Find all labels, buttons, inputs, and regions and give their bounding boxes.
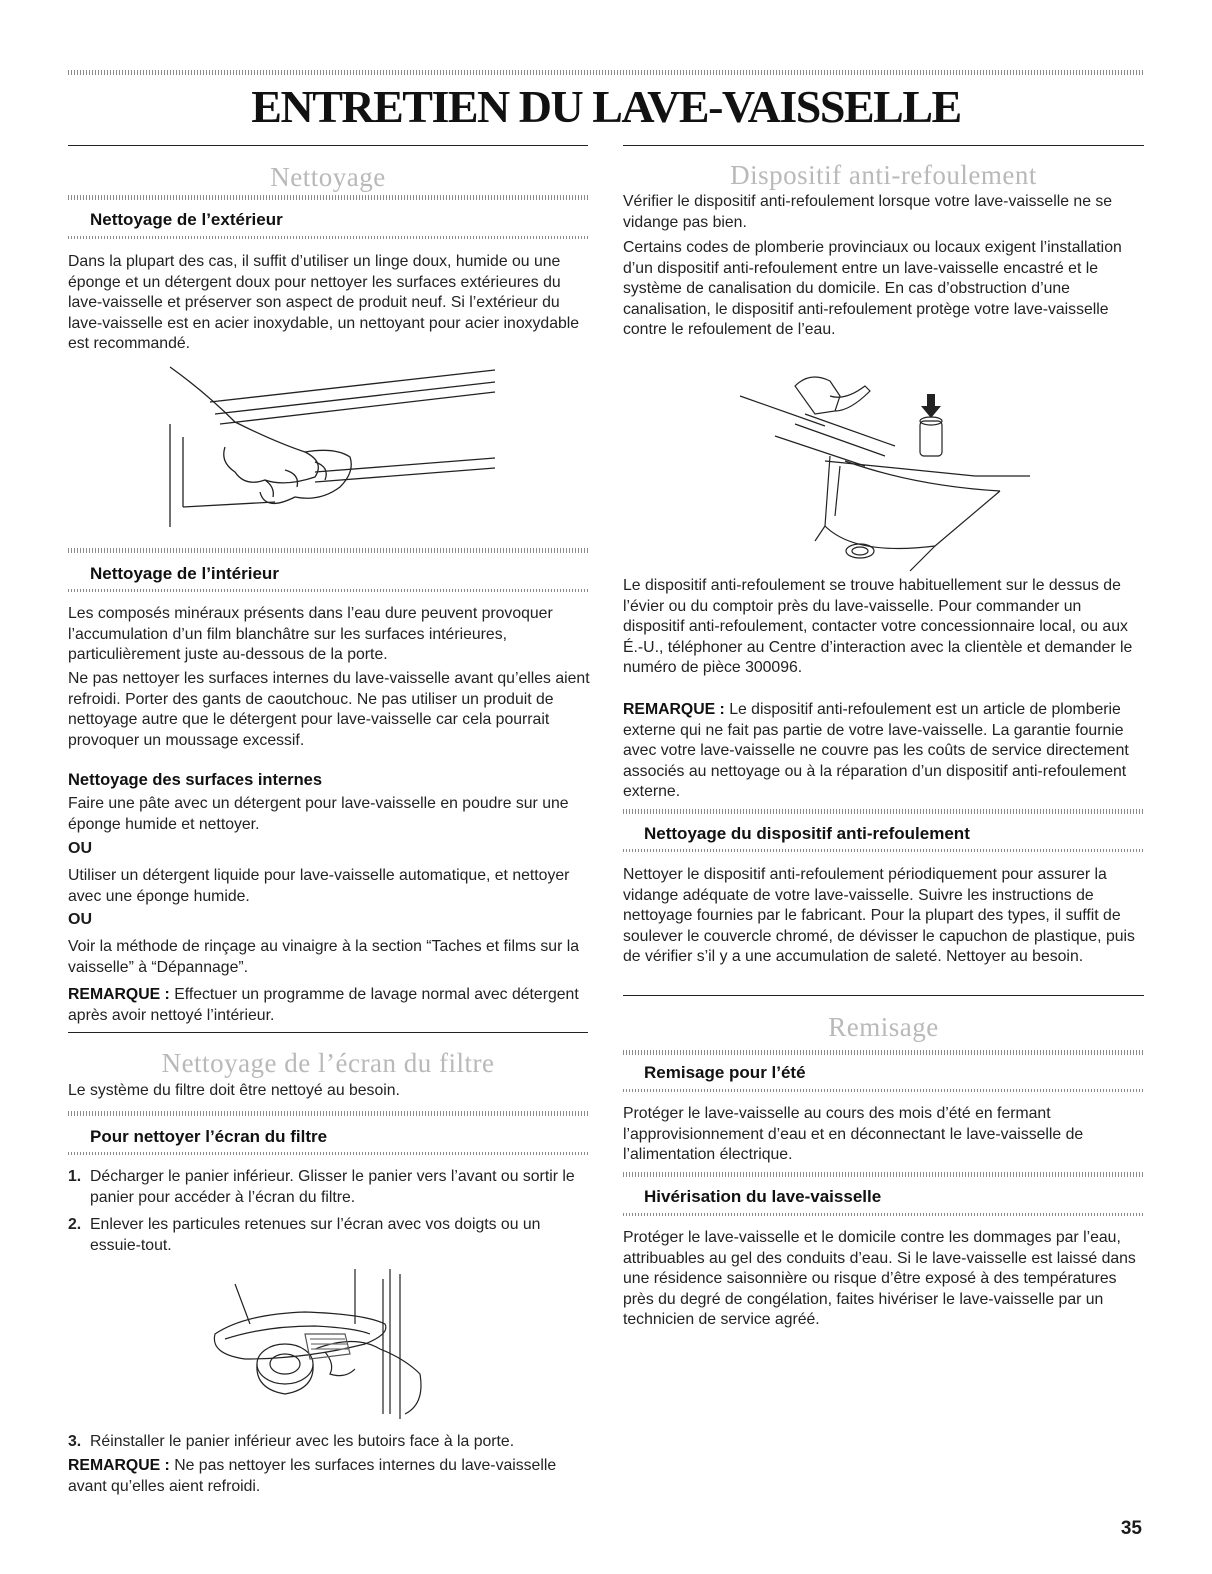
divider (623, 1089, 1144, 1092)
paragraph-hiver: Protéger le lave-vaisselle et le domicile contre les dommages par l’eau, attribuables au gel des conduits d’eau. Si le lave-vaisselle est laissé dans une résidence saisonnière ou risque d’être exposé à des températures près du degré de congélation, faites hivériser le lave-vaisselle par un technicien de service agréé. (623, 1229, 1136, 1328)
subheading-filtre: Pour nettoyer l’écran du filtre (90, 1127, 328, 1146)
paragraph-ete: Protéger le lave-vaisselle au cours des mois d’été en fermant l’approvisionnement d’eau et en déconnectant le lave-vaisselle de l’alimentation électrique. (623, 1105, 1084, 1163)
paragraph-interieur-2: Ne pas nettoyer les surfaces internes du lave-vaisselle avant qu’elles aient refroidi. Porter des gants de caoutchouc. Ne pas utiliser un produit de nettoyage autre que le détergent pour lave-vaisselle car cela pourrait provoquer un moussage excessif. (68, 670, 590, 749)
remarque-text: Le dispositif anti-refoulement est un article de plomberie externe qui ne fait pas partie de votre lave-vaisselle. La garantie fournie avec votre lave-vaisselle ne couvre pas les coûts de service directement associés au nettoyage ou à la réparation d’un dispositif anti-refoulement externe. (623, 701, 1129, 800)
step-3 (68, 1432, 590, 1453)
filter-screen-illustration (205, 1264, 435, 1424)
paragraph-filtre-intro: Le système du filtre doit être nettoyé au besoin. (68, 1082, 400, 1099)
paragraph-dispositif-1: Vérifier le dispositif anti-refoulement lorsque votre lave-vaisselle ne se vidange pas bien. (623, 193, 1113, 231)
remarque-text: Ne pas nettoyer les surfaces internes du lave-vaisselle avant qu’elles aient refroidi. (68, 1457, 557, 1495)
section-title-nettoyage: Nettoyage (270, 162, 386, 192)
subheading-surfaces-internes: Nettoyage des surfaces internes (68, 771, 323, 789)
paragraph-nettoyage-dispositif: Nettoyer le dispositif anti-refoulement périodiquement pour assurer la vidange adéquate de votre lave-vaisselle. Suivre les instructions de nettoyage fournies par le fabricant. Pour la plupart des types, il suffit de soulever le couvercle chromé, de dévisser le capuchon de plastique, puis de vérifier s’il y a une accumulation de saleté. Nettoyer au besoin. (623, 866, 1135, 965)
remarque-text: Effectuer un programme de lavage normal avec détergent après avoir nettoyé l’intérieur. (68, 986, 579, 1024)
ou-label: OU (68, 840, 92, 857)
paragraph-exterieur: Dans la plupart des cas, il suffit d’utiliser un linge doux, humide ou une éponge et un détergent doux pour nettoyer les surfaces extérieures du lave-vaisselle et préserver son aspect de produit neuf. Si l’extérieur du lave-vaisselle est en acier inoxydable, un nettoyant pour acier inoxydable est recommandé. (68, 253, 580, 352)
ou-label: OU (68, 911, 92, 928)
subheading-nettoyage-dispositif: Nettoyage du dispositif anti-refoulement (644, 824, 970, 843)
divider (623, 1172, 1144, 1177)
paragraph-interieur-1: Les composés minéraux présents dans l’eau dure peuvent provoquer l’accumulation d’un film blanchâtre sur les surfaces intérieures, particulièrement juste au-dessous de la porte. (68, 605, 553, 663)
remarque-label: REMARQUE : (623, 701, 725, 718)
air-gap-sink-illustration (735, 366, 1035, 576)
remarque-label: REMARQUE : (68, 986, 170, 1003)
step-2 (68, 1215, 590, 1257)
page-title: ENTRETIEN DU LAVE-VAISSELLE (251, 81, 961, 132)
divider (623, 1050, 1144, 1055)
divider (68, 195, 588, 200)
step-1 (68, 1167, 590, 1209)
page-number: 35 (1120, 1518, 1142, 1539)
divider (68, 1111, 588, 1116)
paragraph-surfaces-3: Voir la méthode de rinçage au vinaigre à la section “Taches et films sur la vaisselle” à “Dépannage”. (68, 938, 580, 976)
divider (623, 1213, 1144, 1216)
step-text: Décharger le panier inférieur. Glisser le panier vers l’avant ou sortir le panier pour accéder à l’écran du filtre. (90, 1168, 575, 1206)
step-text: Enlever les particules retenues sur l’écran avec vos doigts ou un essuie-tout. (90, 1216, 541, 1254)
divider (623, 809, 1144, 814)
divider (68, 1152, 588, 1155)
divider (68, 236, 588, 239)
divider (68, 589, 588, 592)
section-title-dispositif: Dispositif anti-refoulement (730, 160, 1037, 190)
subheading-hiver: Hivérisation du lave-vaisselle (644, 1187, 882, 1206)
remarque-interieur (68, 985, 590, 1026)
step-number: 3. (68, 1433, 82, 1450)
section-rule (623, 995, 1144, 996)
step-number: 1. (68, 1168, 82, 1185)
remarque-filtre (68, 1456, 590, 1497)
wiping-exterior-illustration (165, 362, 505, 532)
remarque-label: REMARQUE : (68, 1457, 170, 1474)
section-rule (68, 1032, 588, 1033)
paragraph-dispositif-3: Le dispositif anti-refoulement se trouve habituellement sur le dessus de l’évier ou du comptoir près du lave-vaisselle. Pour commander un dispositif anti-refoulement, contacter votre concessionnaire local, ou aux É.-U., téléphoner au Centre d’interaction avec la clientèle et demander le numéro de pièce 300096. (623, 577, 1133, 676)
subheading-exterieur: Nettoyage de l’extérieur (90, 210, 283, 229)
section-title-remisage: Remisage (828, 1012, 939, 1042)
paragraph-surfaces-1: Faire une pâte avec un détergent pour lave-vaisselle en poudre sur une éponge humide et nettoyer. (68, 795, 569, 833)
section-title-filtre: Nettoyage de l’écran du filtre (161, 1048, 495, 1078)
paragraph-surfaces-2: Utiliser un détergent liquide pour lave-vaisselle automatique, et nettoyer avec une éponge humide. (68, 867, 570, 905)
paragraph-dispositif-2: Certains codes de plomberie provinciaux ou locaux exigent l’installation d’un dispositif anti-refoulement entre un lave-vaisselle encastré et le système de canalisation du domicile. En cas d’obstruction d’une canalisation, le dispositif anti-refoulement protège votre lave-vaisselle contre le refoulement de l’eau. (623, 239, 1122, 338)
remarque-dispositif (623, 700, 1145, 803)
step-text: Réinstaller le panier inférieur avec les butoirs face à la porte. (90, 1433, 515, 1450)
divider (68, 548, 588, 553)
section-rule (623, 145, 1144, 146)
section-rule (68, 145, 588, 146)
subheading-interieur: Nettoyage de l’intérieur (90, 564, 279, 583)
top-dotted-bar (68, 70, 1144, 75)
step-number: 2. (68, 1216, 82, 1233)
divider (623, 849, 1144, 852)
subheading-ete: Remisage pour l’été (644, 1063, 806, 1082)
